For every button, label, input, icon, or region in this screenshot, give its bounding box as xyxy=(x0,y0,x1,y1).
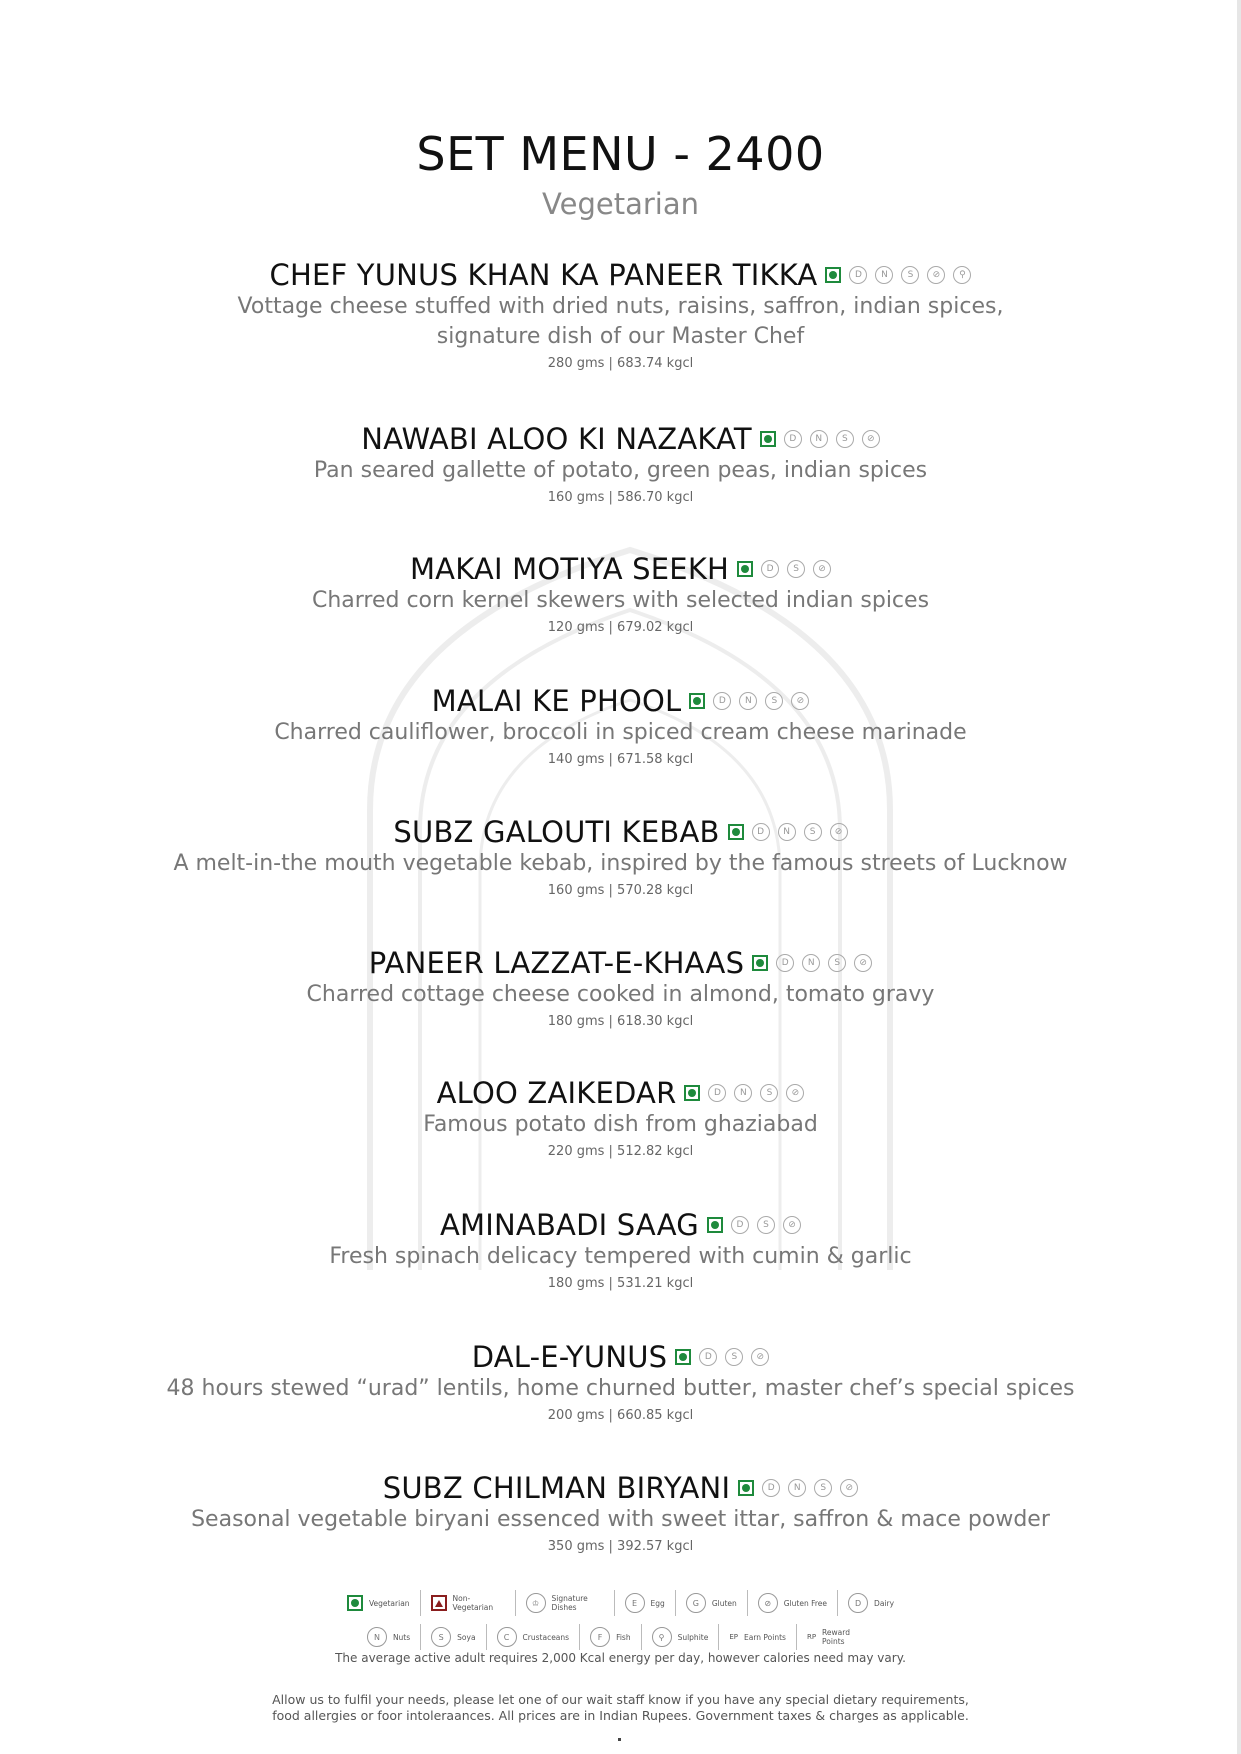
legend-row-1 xyxy=(0,1590,1241,1616)
legend-label: Vegetarian xyxy=(368,1598,410,1608)
vegetarian-icon xyxy=(760,431,776,447)
legend-label: Reward Points xyxy=(822,1628,850,1646)
vegetarian-icon xyxy=(728,824,744,840)
menu-item-name: ALOO ZAIKEDAR xyxy=(436,1076,677,1110)
vegetarian-icon xyxy=(752,955,768,971)
legend-item xyxy=(516,1590,615,1616)
menu-item xyxy=(0,422,1241,505)
dairy-icon: D xyxy=(776,954,794,972)
chef-hat-icon: ♔ xyxy=(526,1593,546,1613)
footnote-line-2: food allergies or foor intoleraances. All prices are in Indian Rupees. Government taxes & charges as applicable. xyxy=(272,1708,969,1723)
legend-item xyxy=(615,1590,676,1616)
gluten-free-icon: ⊘ xyxy=(813,560,831,578)
nuts-icon: N xyxy=(739,692,757,710)
dairy-icon: D xyxy=(762,1479,780,1497)
legend-label: Fish xyxy=(616,1632,631,1642)
gluten-free-icon: ⊘ xyxy=(758,1593,778,1613)
legend-label: Gluten Free xyxy=(783,1598,828,1608)
legend-label: Crustaceans xyxy=(522,1632,570,1642)
menu-item-description: A melt-in-the mouth vegetable kebab, inspired by the famous streets of Lucknow xyxy=(173,851,1068,876)
page-dot xyxy=(618,1738,621,1741)
vegetarian-icon xyxy=(737,561,753,577)
gluten-free-icon: ⊘ xyxy=(830,823,848,841)
menu-item-portion-calories: 180 gms | 618.30 kgcl xyxy=(547,1014,694,1029)
vegetarian-icon xyxy=(738,1480,754,1496)
menu-item-heading xyxy=(410,552,831,586)
gluten-free-icon: ⊘ xyxy=(786,1084,804,1102)
legend-item xyxy=(642,1624,720,1650)
legend-label: Signature Dishes xyxy=(551,1594,588,1612)
menu-item-portion-calories: 280 gms | 683.74 kgcl xyxy=(547,356,694,371)
gluten-free-icon: ⊘ xyxy=(862,430,880,448)
menu-item-heading xyxy=(432,684,810,718)
legend-label: Gluten xyxy=(711,1598,737,1608)
nuts-icon: N xyxy=(778,823,796,841)
menu-item xyxy=(0,552,1241,635)
menu-item-heading xyxy=(437,1076,805,1110)
gluten-free-icon: ⊘ xyxy=(927,266,945,284)
menu-item-heading xyxy=(440,1208,801,1242)
menu-item-portion-calories: 350 gms | 392.57 kgcl xyxy=(547,1539,694,1554)
menu-item-description: Charred cauliflower, broccoli in spiced cream cheese marinade xyxy=(274,720,967,745)
soya-icon: S xyxy=(901,266,919,284)
legend-item xyxy=(797,1624,884,1650)
non-vegetarian-icon xyxy=(431,1595,447,1611)
legend-item xyxy=(421,1590,516,1616)
egg-icon: E xyxy=(625,1593,645,1613)
dairy-icon: D xyxy=(784,430,802,448)
allergen-legend xyxy=(0,1590,1241,1666)
soya-icon: S xyxy=(765,692,783,710)
gluten-icon: G xyxy=(686,1593,706,1613)
dairy-icon: D xyxy=(713,692,731,710)
legend-item xyxy=(748,1590,838,1616)
menu-item-name: CHEF YUNUS KHAN KA PANEER TIKKA xyxy=(269,258,818,292)
menu-item-description: 48 hours stewed “urad” lentils, home churned butter, master chef’s special spices xyxy=(166,1376,1075,1401)
menu-item-description-cont: signature dish of our Master Chef xyxy=(436,324,805,349)
vegetarian-icon xyxy=(675,1349,691,1365)
menu-item-portion-calories: 160 gms | 586.70 kgcl xyxy=(547,490,694,505)
dietary-footnote xyxy=(0,1692,1241,1724)
soya-icon: S xyxy=(828,954,846,972)
menu-item-heading xyxy=(383,1471,858,1505)
nuts-icon: N xyxy=(367,1627,387,1647)
nuts-icon: N xyxy=(734,1084,752,1102)
legend-item xyxy=(676,1590,748,1616)
menu-item-name: MAKAI MOTIYA SEEKH xyxy=(409,552,730,586)
menu-item-heading xyxy=(270,258,972,292)
energy-note: The average active adult requires 2,000 Kcal energy per day, however calories need may vary. xyxy=(335,1651,906,1665)
menu-item-description: Charred corn kernel skewers with selected indian spices xyxy=(311,588,930,613)
menu-item-heading xyxy=(472,1340,770,1374)
legend-label: Egg xyxy=(650,1598,665,1608)
legend-label: Earn Points xyxy=(744,1632,786,1642)
menu-item xyxy=(0,1208,1241,1291)
menu-item-description: Pan seared gallette of potato, green peas, indian spices xyxy=(313,458,928,483)
menu-item xyxy=(0,258,1241,371)
dairy-icon: D xyxy=(849,266,867,284)
menu-item-portion-calories: 200 gms | 660.85 kgcl xyxy=(547,1408,694,1423)
menu-item-description: Vottage cheese stuffed with dried nuts, raisins, saffron, indian spices, xyxy=(237,294,1004,319)
menu-item-heading xyxy=(369,946,872,980)
legend-label: Soya xyxy=(457,1632,476,1642)
menu-item-description: Famous potato dish from ghaziabad xyxy=(423,1112,818,1137)
nuts-icon: N xyxy=(875,266,893,284)
soya-icon: S xyxy=(787,560,805,578)
sulphite-icon: ⚲ xyxy=(652,1627,672,1647)
rp-icon: RP xyxy=(806,1633,817,1641)
soya-icon: S xyxy=(431,1627,451,1647)
menu-item-portion-calories: 140 gms | 671.58 kgcl xyxy=(547,752,694,767)
legend-item xyxy=(357,1624,421,1650)
legend-row-2 xyxy=(0,1624,1241,1650)
soya-icon: S xyxy=(814,1479,832,1497)
crustaceans-icon: C xyxy=(497,1627,517,1647)
menu-item-name: SUBZ CHILMAN BIRYANI xyxy=(382,1471,731,1505)
menu-item xyxy=(0,1471,1241,1554)
menu-item-portion-calories: 180 gms | 531.21 kgcl xyxy=(547,1276,694,1291)
vegetarian-icon xyxy=(825,267,841,283)
menu-item xyxy=(0,815,1241,898)
menu-item xyxy=(0,946,1241,1029)
legend-label: Sulphite xyxy=(677,1632,709,1642)
menu-item-portion-calories: 120 gms | 679.02 kgcl xyxy=(547,620,694,635)
vegetarian-icon xyxy=(689,693,705,709)
legend-item xyxy=(337,1590,421,1616)
page-title: SET MENU - 2400 xyxy=(416,127,825,181)
dairy-icon: D xyxy=(731,1216,749,1234)
ep-icon: EP xyxy=(729,1633,738,1641)
legend-label: Non-Vegetarian xyxy=(452,1594,494,1612)
legend-item xyxy=(487,1624,581,1650)
fish-icon: F xyxy=(590,1627,610,1647)
legend-item xyxy=(580,1624,642,1650)
legend-item xyxy=(421,1624,486,1650)
menu-header xyxy=(0,124,1241,222)
legend-item xyxy=(838,1590,904,1616)
gluten-free-icon: ⊘ xyxy=(783,1216,801,1234)
legend-label: Nuts xyxy=(392,1632,411,1642)
menu-item-portion-calories: 220 gms | 512.82 kgcl xyxy=(547,1144,694,1159)
nuts-icon: N xyxy=(810,430,828,448)
gluten-free-icon: ⊘ xyxy=(854,954,872,972)
dairy-icon: D xyxy=(761,560,779,578)
dairy-icon: D xyxy=(848,1593,868,1613)
menu-item xyxy=(0,1076,1241,1159)
legend-label: Dairy xyxy=(874,1598,895,1608)
menu-item xyxy=(0,684,1241,767)
soya-icon: S xyxy=(760,1084,778,1102)
menu-item-heading xyxy=(393,815,847,849)
footnote-line-1: Allow us to fulfil your needs, please let one of our wait staff know if you have any special dietary requirements, xyxy=(272,1692,969,1707)
sulphite-icon: ⚲ xyxy=(953,266,971,284)
page-subtitle: Vegetarian xyxy=(542,187,699,221)
gluten-free-icon: ⊘ xyxy=(840,1479,858,1497)
legend-item xyxy=(719,1624,797,1650)
menu-item-name: AMINABADI SAAG xyxy=(440,1208,699,1242)
gluten-free-icon: ⊘ xyxy=(791,692,809,710)
dairy-icon: D xyxy=(708,1084,726,1102)
soya-icon: S xyxy=(836,430,854,448)
vegetarian-icon xyxy=(707,1217,723,1233)
menu-item-description: Fresh spinach delicacy tempered with cumin & garlic xyxy=(329,1244,912,1269)
menu-item-name: PANEER LAZZAT-E-KHAAS xyxy=(368,946,745,980)
menu-item-portion-calories: 160 gms | 570.28 kgcl xyxy=(547,883,694,898)
soya-icon: S xyxy=(725,1348,743,1366)
menu-item xyxy=(0,1340,1241,1423)
menu-item-name: NAWABI ALOO KI NAZAKAT xyxy=(361,422,752,456)
menu-item-heading xyxy=(361,422,880,456)
soya-icon: S xyxy=(757,1216,775,1234)
menu-item-name: MALAI KE PHOOL xyxy=(431,684,682,718)
menu-item-name: SUBZ GALOUTI KEBAB xyxy=(393,815,720,849)
menu-item-description: Charred cottage cheese cooked in almond, tomato gravy xyxy=(306,982,935,1007)
menu-item-name: DAL-E-YUNUS xyxy=(471,1340,668,1374)
vegetarian-icon xyxy=(684,1085,700,1101)
dairy-icon: D xyxy=(699,1348,717,1366)
menu-item-description: Seasonal vegetable biryani essenced with sweet ittar, saffron & mace powder xyxy=(191,1507,1050,1532)
gluten-free-icon: ⊘ xyxy=(751,1348,769,1366)
nuts-icon: N xyxy=(802,954,820,972)
soya-icon: S xyxy=(804,823,822,841)
nuts-icon: N xyxy=(788,1479,806,1497)
vegetarian-icon xyxy=(347,1595,363,1611)
dairy-icon: D xyxy=(752,823,770,841)
